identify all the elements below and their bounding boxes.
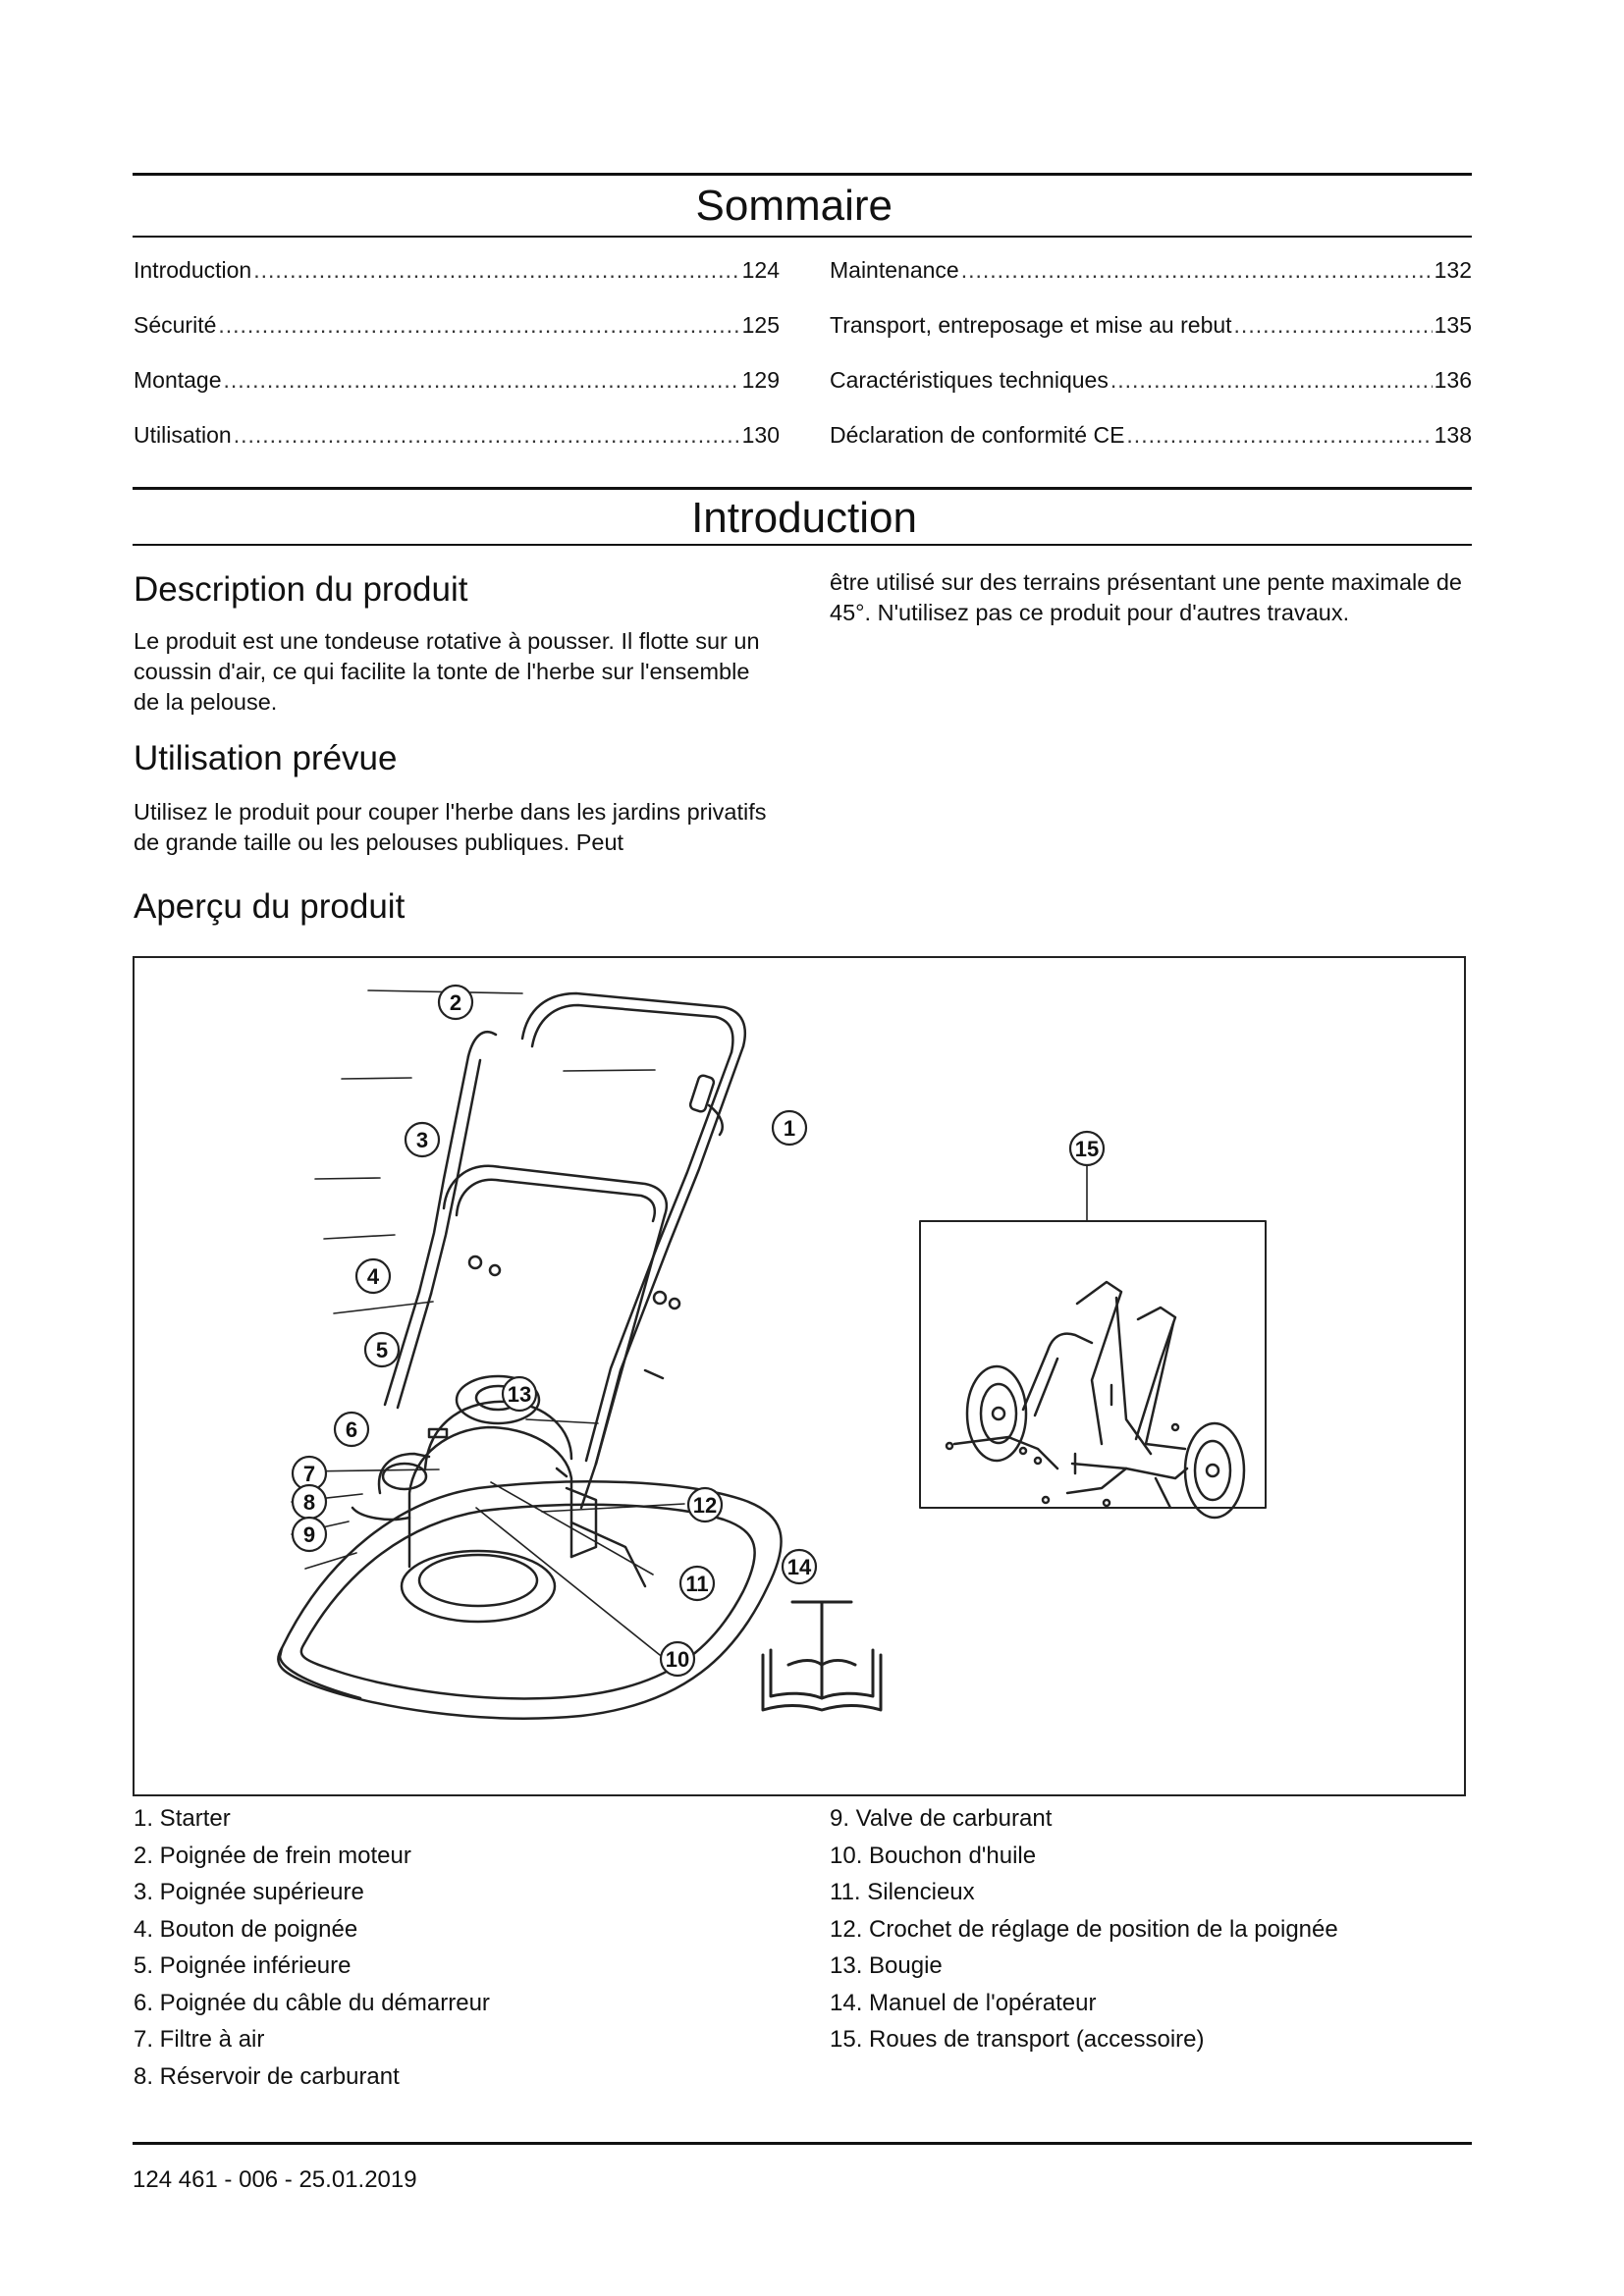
legend-item: 14. Manuel de l'opérateur	[830, 1989, 1097, 2016]
toc-entry[interactable]	[134, 311, 780, 366]
callout-label-8: 8	[302, 1490, 316, 1515]
toc-entry[interactable]	[134, 366, 780, 421]
callout-label-4: 4	[366, 1264, 380, 1289]
legend-left	[134, 1800, 801, 2095]
toc-label: Caractéristiques techniques	[830, 367, 1109, 393]
legend-item: 3. Poignée supérieure	[134, 1879, 364, 1905]
legend-item: 15. Roues de transport (accessoire)	[830, 2026, 1205, 2053]
toc-entry[interactable]	[830, 256, 1472, 311]
toc-page: 136	[1434, 367, 1472, 393]
toc-page: 135	[1434, 312, 1472, 338]
toc-leader	[1234, 311, 1433, 339]
legend-right	[830, 1800, 1478, 2058]
legend-item: 8. Réservoir de carburant	[134, 2062, 400, 2090]
toc-label: Utilisation	[134, 422, 232, 448]
operator-manual-icon	[763, 1602, 881, 1710]
usage-text-left: Utilisez le produit pour couper l'herbe dans les jardins privatifs de grande taille ou les pelouses publiques. Peut	[134, 799, 767, 855]
page-footer	[133, 2166, 417, 2194]
toc-leader	[1126, 421, 1432, 449]
legend-item: 4. Bouton de poignée	[134, 1915, 358, 1943]
legend-item: 6. Poignée du câble du démarreur	[134, 1989, 490, 2016]
toc-entry[interactable]	[830, 311, 1472, 366]
callout-label-3: 3	[415, 1128, 429, 1152]
toc-right-column	[830, 256, 1472, 476]
toc-leader	[961, 256, 1433, 284]
introduction-title: Introduction	[691, 494, 917, 542]
legend-item: 10. Bouchon d'huile	[830, 1842, 1037, 1869]
legend-item: 12. Crochet de réglage de position de la poignée	[830, 1915, 1338, 1943]
rule-footer	[133, 2142, 1472, 2145]
legend-item: 2. Poignée de frein moteur	[134, 1842, 411, 1869]
legend-item: 7. Filtre à air	[134, 2026, 265, 2053]
overview-heading: Aperçu du produit	[134, 887, 406, 926]
callout-label-10: 10	[665, 1647, 690, 1672]
toc-leader	[1110, 366, 1433, 394]
toc-label: Maintenance	[830, 257, 959, 283]
toc-label: Montage	[134, 367, 222, 393]
legend-item: 11. Silencieux	[830, 1879, 975, 1905]
page-number: 124	[133, 2166, 173, 2193]
toc-leader	[234, 421, 740, 449]
document-reference: 461 - 006 - 25.01.2019	[178, 2166, 417, 2193]
rule-introduction-bottom	[133, 544, 1472, 546]
callout-label-15: 15	[1074, 1137, 1100, 1161]
callout-label-5: 5	[375, 1338, 389, 1362]
toc-leader	[218, 311, 739, 339]
callout-label-9: 9	[302, 1522, 316, 1547]
callout-label-13: 13	[507, 1382, 532, 1407]
toc-label: Transport, entreposage et mise au rebut	[830, 312, 1232, 338]
toc-page: 130	[741, 422, 780, 448]
callout-label-1: 1	[783, 1116, 796, 1141]
toc-page: 124	[741, 257, 780, 283]
toc-entry[interactable]	[134, 421, 780, 476]
toc-page: 129	[741, 367, 780, 393]
toc-leader	[253, 256, 739, 284]
toc-label: Introduction	[134, 257, 252, 283]
sommaire-title: Sommaire	[695, 182, 893, 230]
rule-sommaire-top	[133, 173, 1472, 176]
toc-page: 138	[1434, 422, 1472, 448]
usage-text-right: être utilisé sur des terrains présentant une pente maximale de 45°. N'utilisez pas ce produit pour d'autres travaux.	[830, 569, 1462, 625]
callout-label-2: 2	[449, 990, 462, 1015]
callout-label-11: 11	[685, 1572, 709, 1596]
legend-item: 9. Valve de carburant	[830, 1805, 1053, 1832]
mower-illustration	[135, 958, 1464, 1794]
toc-page: 125	[741, 312, 780, 338]
transport-wheels-illustration	[920, 1221, 1266, 1518]
product-overview-figure	[133, 956, 1466, 1796]
description-text: Le produit est une tondeuse rotative à pousser. Il flotte sur un coussin d'air, ce qui facilite la tonte de l'herbe sur l'ensemble de la pelouse.	[134, 628, 760, 715]
toc-entry[interactable]	[134, 256, 780, 311]
toc-left-column	[134, 256, 780, 476]
callout-label-14: 14	[786, 1555, 812, 1579]
rule-introduction-top	[133, 487, 1472, 490]
usage-heading: Utilisation prévue	[134, 739, 398, 777]
legend-item: 5. Poignée inférieure	[134, 1952, 352, 1979]
toc-leader	[224, 366, 740, 394]
callout-label-12: 12	[692, 1493, 718, 1518]
legend-item: 13. Bougie	[830, 1952, 943, 1979]
legend-item: 1. Starter	[134, 1805, 231, 1832]
toc-entry[interactable]	[830, 421, 1472, 476]
callout-label-7: 7	[302, 1462, 316, 1486]
description-heading: Description du produit	[134, 570, 468, 609]
mower-engine	[352, 1376, 645, 1622]
toc-entry[interactable]	[830, 366, 1472, 421]
toc-page: 132	[1434, 257, 1472, 283]
toc-label: Sécurité	[134, 312, 217, 338]
callout-label-6: 6	[345, 1417, 358, 1442]
toc-label: Déclaration de conformité CE	[830, 422, 1125, 448]
rule-sommaire-bottom	[133, 236, 1472, 238]
